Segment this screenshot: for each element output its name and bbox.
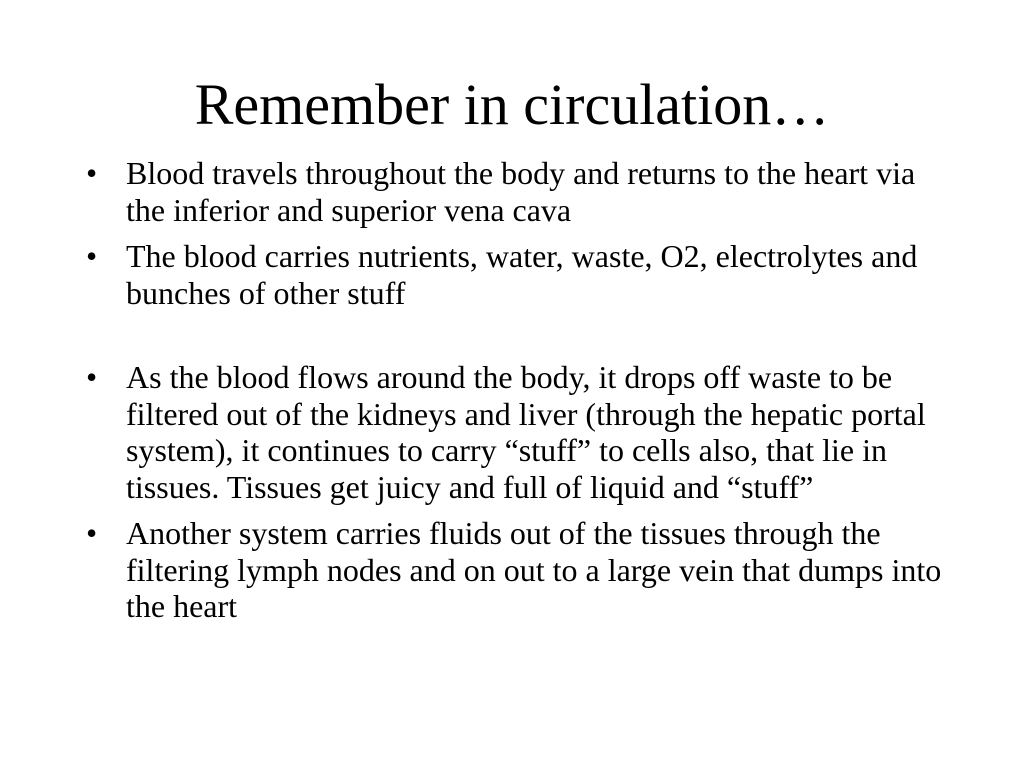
bullet-text-4: Another system carries fluids out of the tissues through the filtering lymph nodes and on out to a large vein that dumps into the heart (126, 515, 942, 624)
bullet-text-1: Blood travels throughout the body and returns to the heart via the inferior and superior vena cava (126, 155, 916, 228)
bullet-item-3 (86, 359, 956, 505)
bullet-text-2: The blood carries nutrients, water, waste, O2, electrolytes and bunches of other stuff (126, 238, 918, 311)
bullet-list (86, 155, 956, 635)
bullet-marker: • (86, 359, 98, 395)
bullet-marker: • (86, 238, 98, 274)
slide-title: Remember in circulation… (194, 72, 830, 137)
bullet-item-2 (86, 238, 956, 311)
bullet-item-4 (86, 515, 956, 625)
bullet-item-1 (86, 155, 956, 228)
bullet-marker: • (86, 515, 98, 551)
bullet-marker: • (86, 155, 98, 191)
bullet-text-3: As the blood flows around the body, it drops off waste to be filtered out of the kidneys and liver (through the hepatic portal system), it continues to carry “stuff” to cells also, that lie in tissues. Tissues get juicy and full of liquid and “stuff” (126, 359, 926, 505)
